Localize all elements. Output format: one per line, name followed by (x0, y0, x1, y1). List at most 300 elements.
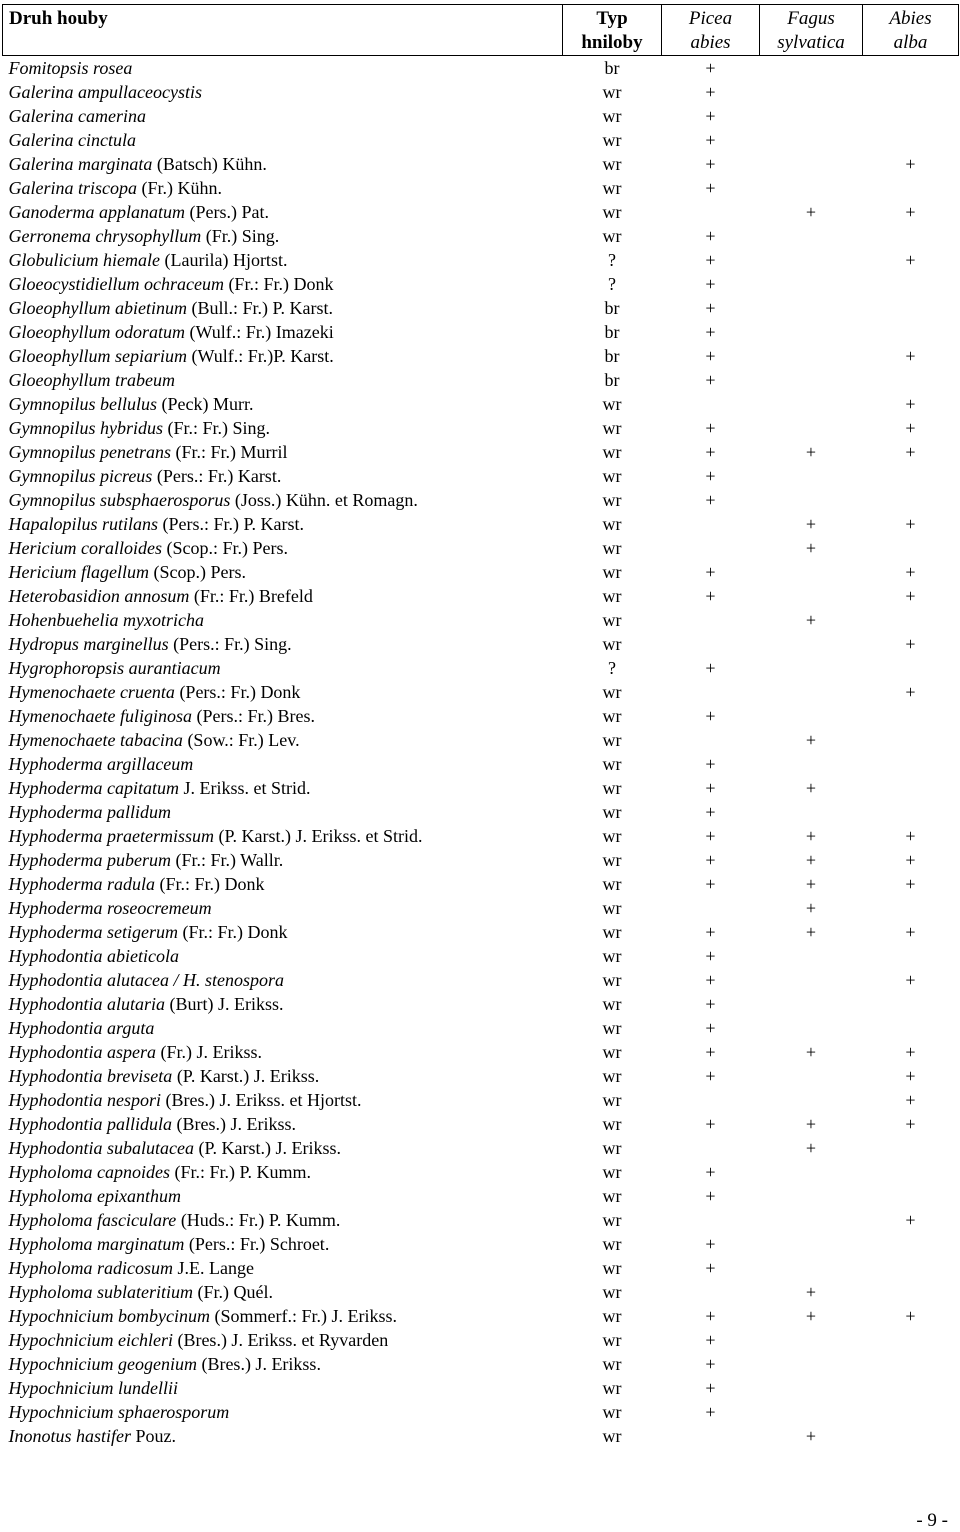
species-author: (Fr.) Quél. (193, 1282, 273, 1302)
table-row (3, 344, 959, 368)
species-genus: Inonotus hastifer (8, 1426, 132, 1446)
picea-cell: + (705, 130, 716, 150)
species-genus: Gerronema chrysophyllum (8, 226, 202, 246)
picea-cell: + (705, 826, 716, 846)
table-row (3, 224, 959, 248)
table-header (3, 5, 959, 56)
rot-type-cell: wr (602, 106, 622, 126)
rot-type-cell: wr (602, 754, 622, 774)
picea-cell: + (705, 1306, 716, 1326)
species-name (3, 944, 563, 968)
picea-cell: + (705, 1042, 716, 1062)
species-author: (Scop.) Pers. (148, 562, 246, 582)
table-row (3, 104, 959, 128)
fagus-cell (760, 296, 863, 320)
fagus-cell (760, 368, 863, 392)
fagus-cell: + (805, 1426, 817, 1446)
rot-type-cell: wr (602, 538, 622, 558)
abies-cell (863, 536, 959, 560)
species-name (3, 824, 563, 848)
abies-cell: + (905, 682, 916, 702)
rot-type-cell: wr (602, 1402, 622, 1422)
table-row (3, 872, 959, 896)
picea-cell: + (705, 442, 716, 462)
rot-type-cell: br (604, 346, 620, 366)
picea-cell (662, 1208, 760, 1232)
species-name (3, 272, 563, 296)
picea-cell: + (705, 1330, 716, 1350)
fagus-cell (760, 416, 863, 440)
abies-cell (863, 896, 959, 920)
species-author: (Bull.: Fr.) P. Karst. (186, 298, 333, 318)
species-genus: Hygrophoropsis aurantiacum (8, 658, 221, 678)
abies-cell: + (905, 1114, 916, 1134)
species-genus: Hyphodontia aspera (8, 1042, 156, 1062)
species-genus: Gymnopilus subsphaerosporus (8, 490, 231, 510)
abies-cell (863, 1376, 959, 1400)
fagus-cell: + (805, 778, 817, 798)
species-name (3, 176, 563, 200)
rot-type-cell: wr (602, 1018, 622, 1038)
species-author: (Burt) J. Erikss. (165, 994, 284, 1014)
table-row (3, 152, 959, 176)
table-row (3, 440, 959, 464)
rot-type-cell: wr (602, 1186, 622, 1206)
abies-cell (863, 80, 959, 104)
species-name (3, 1280, 563, 1304)
page-number: - 9 - (916, 1510, 948, 1531)
picea-cell: + (705, 1114, 716, 1134)
species-name (3, 1400, 563, 1424)
table-row (3, 584, 959, 608)
abies-cell (863, 1400, 959, 1424)
species-genus: Hyphodontia abieticola (8, 946, 179, 966)
table-row (3, 1136, 959, 1160)
fagus-cell (760, 488, 863, 512)
species-name (3, 104, 563, 128)
species-author: (Pers.: Fr.) Donk (174, 682, 301, 702)
species-genus: Hericium flagellum (8, 562, 149, 582)
abies-cell (863, 1184, 959, 1208)
header-rot-type: Typ hniloby (563, 5, 662, 56)
species-name (3, 1160, 563, 1184)
species-name (3, 200, 563, 224)
picea-cell: + (705, 298, 716, 318)
species-genus: Hypholoma sublateritium (8, 1282, 193, 1302)
picea-cell: + (705, 466, 716, 486)
species-genus: Hyphoderma setigerum (8, 922, 178, 942)
rot-type-cell: wr (602, 706, 622, 726)
rot-type-cell: wr (602, 1162, 622, 1182)
rot-type-cell: wr (602, 610, 622, 630)
abies-cell (863, 1280, 959, 1304)
species-name (3, 368, 563, 392)
species-author: (Fr.) Sing. (201, 226, 280, 246)
table-row (3, 728, 959, 752)
rot-type-cell: wr (602, 1090, 622, 1110)
species-genus: Hymenochaete fuliginosa (8, 706, 192, 726)
table-row (3, 248, 959, 272)
species-genus: Hyphodontia alutaria (8, 994, 165, 1014)
rot-type-cell: wr (602, 202, 622, 222)
fagus-cell (760, 128, 863, 152)
species-genus: Hohenbuehelia myxotricha (8, 610, 204, 630)
picea-cell: + (705, 778, 716, 798)
fagus-cell (760, 752, 863, 776)
species-author: (Huds.: Fr.) P. Kumm. (176, 1210, 341, 1230)
picea-cell: + (705, 562, 716, 582)
abies-cell (863, 752, 959, 776)
species-author: (Fr.: Fr.) Donk (155, 874, 265, 894)
table-row (3, 632, 959, 656)
species-name (3, 1112, 563, 1136)
species-genus: Hyphodontia pallidula (8, 1114, 172, 1134)
picea-cell: + (705, 226, 716, 246)
rot-type-cell: wr (602, 1114, 622, 1134)
rot-type-cell: wr (602, 418, 622, 438)
fagus-cell: + (805, 442, 817, 462)
species-author: (Bres.) J. Erikss. et Hjortst. (161, 1090, 362, 1110)
species-name (3, 560, 563, 584)
fagus-cell (760, 224, 863, 248)
species-genus: Galerina ampullaceocystis (8, 82, 202, 102)
fagus-cell: + (805, 922, 817, 942)
table-row (3, 800, 959, 824)
table-row (3, 80, 959, 104)
picea-cell (662, 1088, 760, 1112)
species-genus: Hymenochaete cruenta (8, 682, 175, 702)
header-picea-abies: Picea abies (662, 5, 760, 56)
species-name (3, 1040, 563, 1064)
table-row (3, 1016, 959, 1040)
abies-cell (863, 800, 959, 824)
picea-cell: + (705, 922, 716, 942)
table-row (3, 56, 959, 81)
fagus-cell (760, 1232, 863, 1256)
picea-cell: + (705, 106, 716, 126)
picea-cell: + (705, 970, 716, 990)
table-row (3, 944, 959, 968)
picea-cell: + (705, 418, 716, 438)
fagus-cell (760, 1256, 863, 1280)
abies-cell: + (905, 1210, 916, 1230)
abies-cell (863, 176, 959, 200)
fagus-cell (760, 560, 863, 584)
fagus-cell (760, 1352, 863, 1376)
species-name (3, 680, 563, 704)
abies-cell: + (905, 1306, 916, 1326)
species-author: (Joss.) Kühn. et Romagn. (230, 490, 418, 510)
abies-cell: + (905, 202, 916, 222)
rot-type-cell: wr (602, 682, 622, 702)
picea-cell: + (705, 346, 716, 366)
species-name (3, 1352, 563, 1376)
abies-cell: + (905, 154, 916, 174)
species-author: (Bres.) J. Erikss. (196, 1354, 321, 1374)
fagus-cell (760, 1208, 863, 1232)
table-row (3, 968, 959, 992)
picea-cell: + (705, 58, 716, 78)
picea-cell: + (705, 802, 716, 822)
fagus-cell: + (805, 874, 817, 894)
table-row (3, 296, 959, 320)
fagus-cell: + (805, 850, 817, 870)
table-row (3, 320, 959, 344)
species-name (3, 608, 563, 632)
abies-cell (863, 128, 959, 152)
fagus-cell: + (805, 1138, 817, 1158)
species-name (3, 1376, 563, 1400)
rot-type-cell: wr (602, 1258, 622, 1278)
abies-cell: + (905, 874, 916, 894)
species-name (3, 1208, 563, 1232)
fagus-cell: + (805, 1306, 817, 1326)
picea-cell (662, 632, 760, 656)
table-row (3, 1208, 959, 1232)
table-row (3, 560, 959, 584)
rot-type-cell: wr (602, 970, 622, 990)
rot-type-cell: wr (602, 1042, 622, 1062)
rot-type-cell: wr (602, 1354, 622, 1374)
abies-cell (863, 368, 959, 392)
table-row (3, 752, 959, 776)
fagus-cell: + (805, 1282, 817, 1302)
species-genus: Globulicium hiemale (8, 250, 160, 270)
rot-type-cell: wr (602, 778, 622, 798)
species-author: (Pers.: Fr.) P. Karst. (158, 514, 305, 534)
fagus-cell (760, 704, 863, 728)
picea-cell: + (705, 850, 716, 870)
species-name (3, 1256, 563, 1280)
species-author: (Pers.) Pat. (185, 202, 269, 222)
species-genus: Hymenochaete tabacina (8, 730, 183, 750)
abies-cell: + (905, 442, 916, 462)
species-name (3, 344, 563, 368)
table-row (3, 704, 959, 728)
table-row (3, 272, 959, 296)
abies-cell (863, 56, 959, 81)
picea-cell: + (705, 178, 716, 198)
abies-cell (863, 320, 959, 344)
picea-cell (662, 1136, 760, 1160)
species-genus: Hypochnicium lundellii (8, 1378, 178, 1398)
species-name (3, 1136, 563, 1160)
species-genus: Ganoderma applanatum (8, 202, 185, 222)
rot-type-cell: wr (602, 130, 622, 150)
rot-type-cell: wr (602, 994, 622, 1014)
species-genus: Hyphodontia nespori (8, 1090, 161, 1110)
rot-type-cell: wr (602, 1306, 622, 1326)
table-row (3, 200, 959, 224)
species-author: (Fr.: Fr.) Brefeld (189, 586, 313, 606)
species-genus: Hypholoma epixanthum (8, 1186, 181, 1206)
species-name (3, 464, 563, 488)
species-name (3, 968, 563, 992)
species-genus: Galerina camerina (8, 106, 146, 126)
species-name (3, 152, 563, 176)
species-name (3, 1328, 563, 1352)
species-name (3, 728, 563, 752)
picea-cell: + (705, 586, 716, 606)
species-genus: Gloeophyllum trabeum (8, 370, 175, 390)
picea-cell (662, 392, 760, 416)
abies-cell: + (905, 634, 916, 654)
species-author: (Fr.: Fr.) Murril (170, 442, 288, 462)
species-author: (Pers.: Fr.) Bres. (191, 706, 315, 726)
species-author: (Laurila) Hjortst. (159, 250, 288, 270)
species-genus: Hypholoma fasciculare (8, 1210, 177, 1230)
species-name (3, 1088, 563, 1112)
species-name (3, 752, 563, 776)
species-genus: Hyphoderma capitatum (8, 778, 179, 798)
species-genus: Hypholoma capnoides (8, 1162, 170, 1182)
table-row (3, 512, 959, 536)
species-author: (Scop.: Fr.) Pers. (161, 538, 288, 558)
abies-cell (863, 272, 959, 296)
fagus-cell: + (805, 898, 817, 918)
abies-cell (863, 296, 959, 320)
picea-cell: + (705, 322, 716, 342)
species-author: (Fr.: Fr.) Sing. (163, 418, 271, 438)
picea-cell: + (705, 154, 716, 174)
picea-cell: + (705, 1162, 716, 1182)
abies-cell: + (905, 922, 916, 942)
species-name (3, 872, 563, 896)
fagus-cell: + (805, 730, 817, 750)
abies-cell (863, 1256, 959, 1280)
species-genus: Gymnopilus penetrans (8, 442, 171, 462)
fagus-cell (760, 56, 863, 81)
rot-type-cell: br (604, 298, 620, 318)
species-genus: Hyphoderma pallidum (8, 802, 171, 822)
table-row (3, 920, 959, 944)
rot-type-cell: br (604, 370, 620, 390)
rot-type-cell: wr (602, 394, 622, 414)
species-author: J.E. Lange (173, 1258, 254, 1278)
species-name (3, 56, 563, 81)
picea-cell: + (705, 874, 716, 894)
picea-cell: + (705, 1234, 716, 1254)
fagus-cell: + (805, 826, 817, 846)
species-genus: Galerina cinctula (8, 130, 136, 150)
picea-cell: + (705, 490, 716, 510)
species-name (3, 296, 563, 320)
table-body (3, 56, 959, 1449)
species-name (3, 1064, 563, 1088)
species-name (3, 848, 563, 872)
table-row (3, 1304, 959, 1328)
species-genus: Gloeophyllum sepiarium (8, 346, 187, 366)
species-genus: Hypholoma marginatum (8, 1234, 185, 1254)
abies-cell (863, 728, 959, 752)
species-genus: Hypochnicium geogenium (8, 1354, 197, 1374)
species-name (3, 1232, 563, 1256)
picea-cell (662, 512, 760, 536)
species-name (3, 1016, 563, 1040)
abies-cell: + (905, 850, 916, 870)
table-row (3, 1184, 959, 1208)
abies-cell: + (905, 1090, 916, 1110)
rot-type-cell: wr (602, 226, 622, 246)
species-name (3, 896, 563, 920)
fagus-cell (760, 344, 863, 368)
species-genus: Fomitopsis rosea (8, 58, 133, 78)
fagus-cell (760, 1328, 863, 1352)
picea-cell: + (705, 1258, 716, 1278)
rot-type-cell: wr (602, 490, 622, 510)
species-genus: Hypholoma radicosum (8, 1258, 173, 1278)
picea-cell: + (705, 1066, 716, 1086)
species-name (3, 248, 563, 272)
fagus-cell: + (805, 202, 817, 222)
species-genus: Hyphodontia breviseta (8, 1066, 173, 1086)
rot-type-cell: br (604, 322, 620, 342)
species-genus: Gloeocystidiellum ochraceum (8, 274, 224, 294)
fagus-cell (760, 1376, 863, 1400)
species-author: (Fr.: Fr.) Wallr. (170, 850, 284, 870)
species-author: (Pers.: Fr.) Karst. (152, 466, 282, 486)
fagus-cell (760, 632, 863, 656)
picea-cell (662, 728, 760, 752)
species-genus: Hyphoderma puberum (8, 850, 171, 870)
species-genus: Hypochnicium bombycinum (8, 1306, 210, 1326)
table-row (3, 1040, 959, 1064)
species-author: (P. Karst.) J. Erikss. (193, 1138, 341, 1158)
rot-type-cell: wr (602, 154, 622, 174)
picea-cell (662, 1424, 760, 1448)
rot-type-cell: ? (608, 250, 616, 270)
fagus-cell (760, 392, 863, 416)
picea-cell: + (705, 754, 716, 774)
fagus-cell (760, 1088, 863, 1112)
species-author: (Bres.) J. Erikss. et Ryvarden (172, 1330, 389, 1350)
species-genus: Heterobasidion annosum (8, 586, 190, 606)
abies-cell (863, 1328, 959, 1352)
abies-cell: + (905, 1042, 916, 1062)
species-author: (Fr.) Kühn. (137, 178, 222, 198)
abies-cell (863, 656, 959, 680)
abies-cell (863, 1424, 959, 1448)
table-row (3, 1232, 959, 1256)
species-genus: Galerina triscopa (8, 178, 137, 198)
table-row (3, 392, 959, 416)
fagus-cell (760, 1400, 863, 1424)
species-genus: Hyphodontia arguta (8, 1018, 155, 1038)
species-author: (Sow.: Fr.) Lev. (182, 730, 300, 750)
species-name (3, 440, 563, 464)
abies-cell (863, 224, 959, 248)
table-row (3, 776, 959, 800)
species-genus: Galerina marginata (8, 154, 153, 174)
picea-cell: + (705, 82, 716, 102)
abies-cell (863, 488, 959, 512)
rot-type-cell: wr (602, 730, 622, 750)
fungi-table (2, 4, 959, 1448)
picea-cell: + (705, 1378, 716, 1398)
table-row (3, 824, 959, 848)
species-author: J. Erikss. et Strid. (178, 778, 311, 798)
table-row (3, 896, 959, 920)
fagus-cell (760, 656, 863, 680)
picea-cell: + (705, 994, 716, 1014)
table-row (3, 1280, 959, 1304)
abies-cell (863, 776, 959, 800)
fagus-cell: + (805, 1114, 817, 1134)
abies-cell: + (905, 562, 916, 582)
species-author: (Bres.) J. Erikss. (172, 1114, 296, 1134)
table-row (3, 680, 959, 704)
fagus-cell (760, 80, 863, 104)
